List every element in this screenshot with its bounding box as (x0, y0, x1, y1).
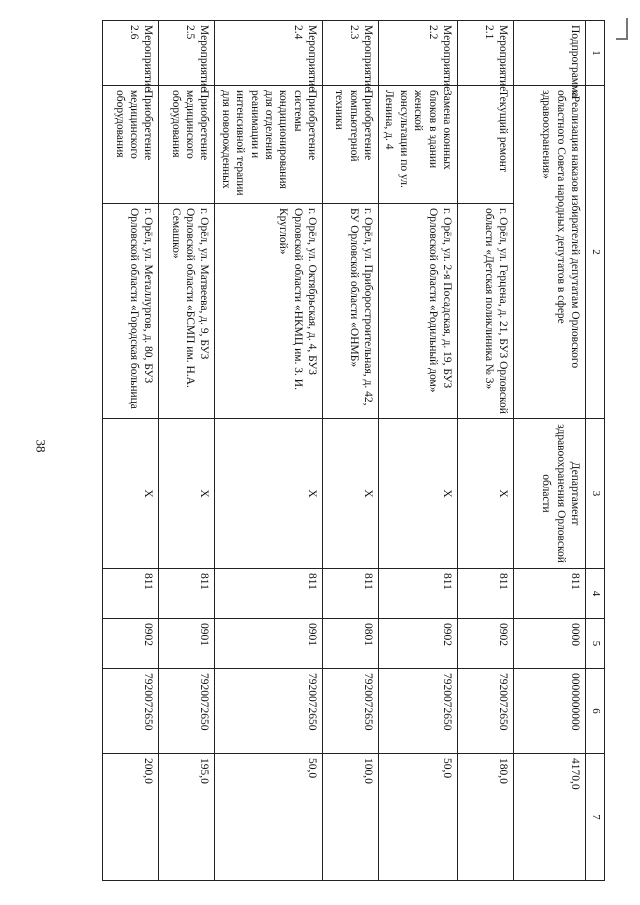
row-name: Мероприятие 2.3 (323, 21, 379, 86)
row-c6: 7920072650 (215, 669, 323, 754)
row-c7: 180,0 (458, 754, 514, 881)
row-executor: Х (323, 419, 379, 569)
row-name: Мероприятие 2.5 (159, 21, 215, 86)
row-c5: 0801 (323, 619, 379, 669)
document-table-container (110, 20, 605, 880)
row-c5: 0902 (103, 619, 159, 669)
header-row (586, 21, 605, 881)
subprogram-c7: 4170,0 (514, 754, 586, 881)
row-work: Приобретение компьютерной техники (323, 86, 379, 204)
row-executor: Х (159, 419, 215, 569)
table-row (323, 21, 379, 881)
row-c6: 7920072650 (379, 669, 458, 754)
row-object: г. Орёл, ул. 2-я Посадская, д. 19, БУЗ Орловской области «Родильный дом» (379, 204, 458, 419)
table-row (379, 21, 458, 881)
table-row (159, 21, 215, 881)
row-c4: 811 (379, 569, 458, 619)
subprogram-executor: Департамент здравоохранения Орловской области (514, 419, 586, 569)
row-c4: 811 (103, 569, 159, 619)
subprogram-c4: 811 (514, 569, 586, 619)
table-row (458, 21, 514, 881)
table-row (215, 21, 323, 881)
row-name: Мероприятие 2.2 (379, 21, 458, 86)
row-c5: 0902 (458, 619, 514, 669)
row-executor: Х (458, 419, 514, 569)
header-cell: 6 (586, 669, 605, 754)
row-work: Текущий ремонт (458, 86, 514, 204)
row-work: Приобретение медицинского оборудования (159, 86, 215, 204)
subprogram-c6: 0000000000 (514, 669, 586, 754)
row-object: г. Орёл, ул. Матвеева, д. 9, БУЗ Орловской области «БСМП им. Н.А. Семашко» (159, 204, 215, 419)
row-object: г. Орёл, ул. Приборостроительная, д. 42, БУ Орловской области «ОНМБ» (323, 204, 379, 419)
page-number: 38 (33, 439, 49, 453)
row-work: Замена оконных блоков в здании женской консультации по ул. Ленина, д. 4 (379, 86, 458, 204)
row-c4: 811 (323, 569, 379, 619)
row-c5: 0901 (159, 619, 215, 669)
header-cell: 5 (586, 619, 605, 669)
row-name: Мероприятие 2.4 (215, 21, 323, 86)
row-c5: 0901 (215, 619, 323, 669)
row-c7: 195,0 (159, 754, 215, 881)
row-executor: Х (103, 419, 159, 569)
subprogram-label: Подпрограмма (514, 21, 586, 86)
row-executor: Х (379, 419, 458, 569)
row-executor: Х (215, 419, 323, 569)
row-name: Мероприятие 2.1 (458, 21, 514, 86)
row-object: г. Орёл, ул. Герцена, д. 21, БУЗ Орловской области «Детская поликлиника № 3» (458, 204, 514, 419)
table-row (103, 21, 159, 881)
row-work: Приобретение медицинского оборудования (103, 86, 159, 204)
row-c7: 50,0 (379, 754, 458, 881)
scan-mark (616, 38, 628, 40)
budget-table (103, 20, 606, 881)
row-c4: 811 (215, 569, 323, 619)
row-work: Приобретение системы кондиционирования для отделения реанимации и интенсивной терапии для новорожденных (215, 86, 323, 204)
subprogram-name: «Реализация наказов избирателей депутатам Орловского областного Совета народных депутатов в сфере здравоохранения» (514, 86, 586, 419)
row-c4: 811 (159, 569, 215, 619)
row-c7: 50,0 (215, 754, 323, 881)
row-name: Мероприятие 2.6 (103, 21, 159, 86)
row-c7: 200,0 (103, 754, 159, 881)
row-c6: 7920072650 (103, 669, 159, 754)
header-cell: 7 (586, 754, 605, 881)
header-cell: 2 (586, 86, 605, 419)
header-cell: 1 (586, 21, 605, 86)
scan-mark (626, 18, 628, 38)
row-c6: 7920072650 (323, 669, 379, 754)
row-c7: 100,0 (323, 754, 379, 881)
row-c4: 811 (458, 569, 514, 619)
row-c6: 7920072650 (458, 669, 514, 754)
row-object: г. Орёл, ул. Металлургов, д. 80, БУЗ Орловской области «Городская больница (103, 204, 159, 419)
row-c6: 7920072650 (159, 669, 215, 754)
header-cell: 3 (586, 419, 605, 569)
header-cell: 4 (586, 569, 605, 619)
subprogram-c5: 0000 (514, 619, 586, 669)
row-object: г. Орёл, ул. Октябрьская, д. 4, БУЗ Орловской области «НКМЦ им. З. И. Круглой» (215, 204, 323, 419)
subprogram-row (514, 21, 586, 881)
row-c5: 0902 (379, 619, 458, 669)
